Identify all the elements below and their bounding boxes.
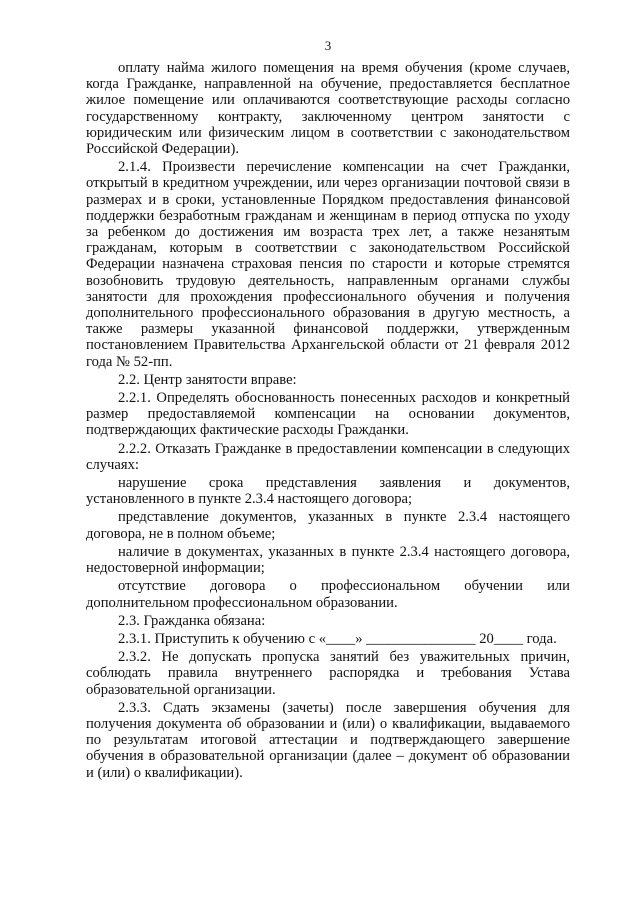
- paragraph-2-2: 2.2. Центр занятости вправе:: [118, 371, 297, 388]
- list-item-incomplete-documents: представление документов, указанных в пункте 2.3.4 настоящего договора, не в полном объеме;: [86, 509, 570, 542]
- paragraph-2-3: 2.3. Гражданка обязана:: [118, 612, 266, 629]
- paragraph-2-1-4: 2.1.4. Произвести перечисление компенсации на счет Гражданки, открытый в кредитном учреждении, или через организации почтовой связи в размерах и в сроки, установленные Порядком предоставления финансовой поддержки безработным гражданам и женщинам в период отпуска по уходу за ребенком до достижения им возраста трех лет, а также незанятым гражданам, которым в соответствии с законодательством Российской Федерации назначена страховая пенсия по старости и которые стремятся возобновить трудовую деятельность, направленным органами службы занятости для прохождения профессионального обучения и получения дополнительного профессионального образования в другую местность, а также размеры указанной финансовой поддержки, утвержденным постановлением Правительства Архангельской области от 21 февраля 2012 года № 52-пп.: [86, 159, 570, 370]
- page-number: 3: [324, 38, 332, 53]
- list-item-no-contract: отсутствие договора о профессиональном обучении или дополнительном профессиональном образовании.: [86, 578, 570, 611]
- paragraph-2-3-1: 2.3.1. Приступить к обучению с «____» _______________ 20____ года.: [118, 630, 557, 647]
- paragraph-2-3-3: 2.3.3. Сдать экзамены (зачеты) после завершения обучения для получения документа об образовании и (или) о квалификации, выдаваемого по результатам итоговой аттестации и подтверждающего завершение обучения в образовательной организации (далее – документ об образовании и (или) о квалификации).: [86, 699, 570, 781]
- list-item-deadline-violation: нарушение срока представления заявления и документов, установленного в пункте 2.3.4 настоящего договора;: [86, 475, 570, 508]
- paragraph-1-continuation: оплату найма жилого помещения на время обучения (кроме случаев, когда Гражданке, направленной на обучение, предоставляется бесплатное жилое помещение или оплачиваются соответствующие расходы согласно государственному контракту, заключенному центром занятости с юридическим или физическим лицом в соответствии с законодательством Российской Федерации).: [86, 60, 570, 158]
- paragraph-2-2-1: 2.2.1. Определять обоснованность понесенных расходов и конкретный размер предоставляемой компенсации на основании документов, подтверждающих фактические расходы Гражданки.: [86, 390, 570, 439]
- paragraph-2-2-2: 2.2.2. Отказать Гражданке в предоставлении компенсации в следующих случаях:: [86, 440, 570, 473]
- list-item-false-information: наличие в документах, указанных в пункте 2.3.4 настоящего договора, недостоверной информации;: [86, 543, 570, 577]
- paragraph-2-3-2: 2.3.2. Не допускать пропуска занятий без уважительных причин, соблюдать правила внутреннего распорядка и требования Устава образовательной организации.: [86, 649, 570, 698]
